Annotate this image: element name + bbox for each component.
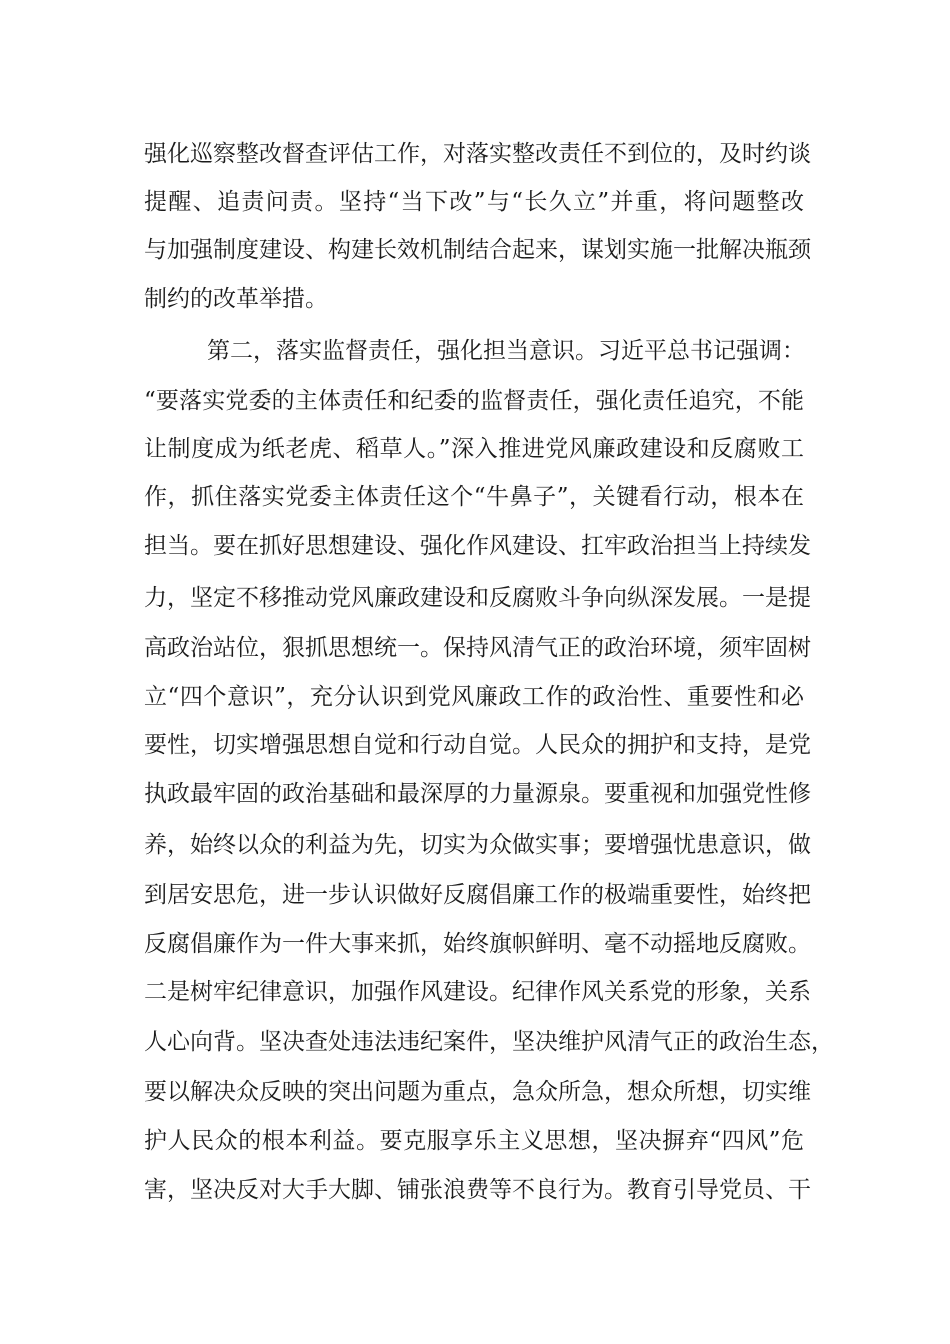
text-line: 力，坚定不移推动党风廉政建设和反腐败斗争向纵深发展。一是提 — [144, 585, 811, 611]
text-line: 强化巡察整改督查评估工作，对落实整改责任不到位的，及时约谈 — [144, 141, 811, 167]
text-line: 要性，切实增强思想自觉和行动自觉。人民众的拥护和支持，是党 — [144, 732, 811, 758]
text-line: 人心向背。坚决查处违法违纪案件，坚决维护风清气正的政治生态， — [144, 1029, 834, 1055]
paragraph-start-line: 第二，落实监督责任，强化担当意识。习近平总书记强调： — [207, 338, 805, 364]
text-line: 立“四个意识”，充分认识到党风廉政工作的政治性、重要性和必 — [144, 684, 804, 710]
text-line: 作，抓住落实党委主体责任这个“牛鼻子”，关键看行动，根本在 — [144, 484, 804, 510]
text-line: 提醒、追责问责。坚持“当下改”与“长久立”并重，将问题整改 — [144, 189, 804, 215]
text-line: 让制度成为纸老虎、稻草人。”深入推进党风廉政建设和反腐败工 — [144, 436, 804, 462]
text-line: 与加强制度建设、构建长效机制结合起来，谋划实施一批解决瓶颈 — [144, 237, 811, 263]
text-line: 养，始终以众的利益为先，切实为众做实事；要增强忧患意识，做 — [144, 832, 811, 858]
text-line: 到居安思危，进一步认识做好反腐倡廉工作的极端重要性，始终把 — [144, 882, 811, 908]
text-line: 高政治站位，狠抓思想统一。保持风清气正的政治环境，须牢固树 — [144, 635, 811, 661]
text-line: “要落实党委的主体责任和纪委的监督责任，强化责任追究，不能 — [144, 388, 804, 414]
text-line: 要以解决众反映的突出问题为重点，急众所急，想众所想，切实维 — [144, 1079, 811, 1105]
text-line: 二是树牢纪律意识，加强作风建设。纪律作风关系党的形象，关系 — [144, 979, 811, 1005]
text-line: 担当。要在抓好思想建设、强化作风建设、扛牢政治担当上持续发 — [144, 533, 811, 559]
text-line: 反腐倡廉作为一件大事来抓，始终旗帜鲜明、毫不动摇地反腐败。 — [144, 931, 811, 957]
text-line: 害，坚决反对大手大脚、铺张浪费等不良行为。教育引导党员、干 — [144, 1177, 811, 1203]
text-line: 执政最牢固的政治基础和最深厚的力量源泉。要重视和加强党性修 — [144, 781, 811, 807]
text-line: 制约的改革举措。 — [144, 286, 328, 312]
text-line: 护人民众的根本利益。要克服享乐主义思想，坚决摒弃“四风”危 — [144, 1128, 804, 1154]
